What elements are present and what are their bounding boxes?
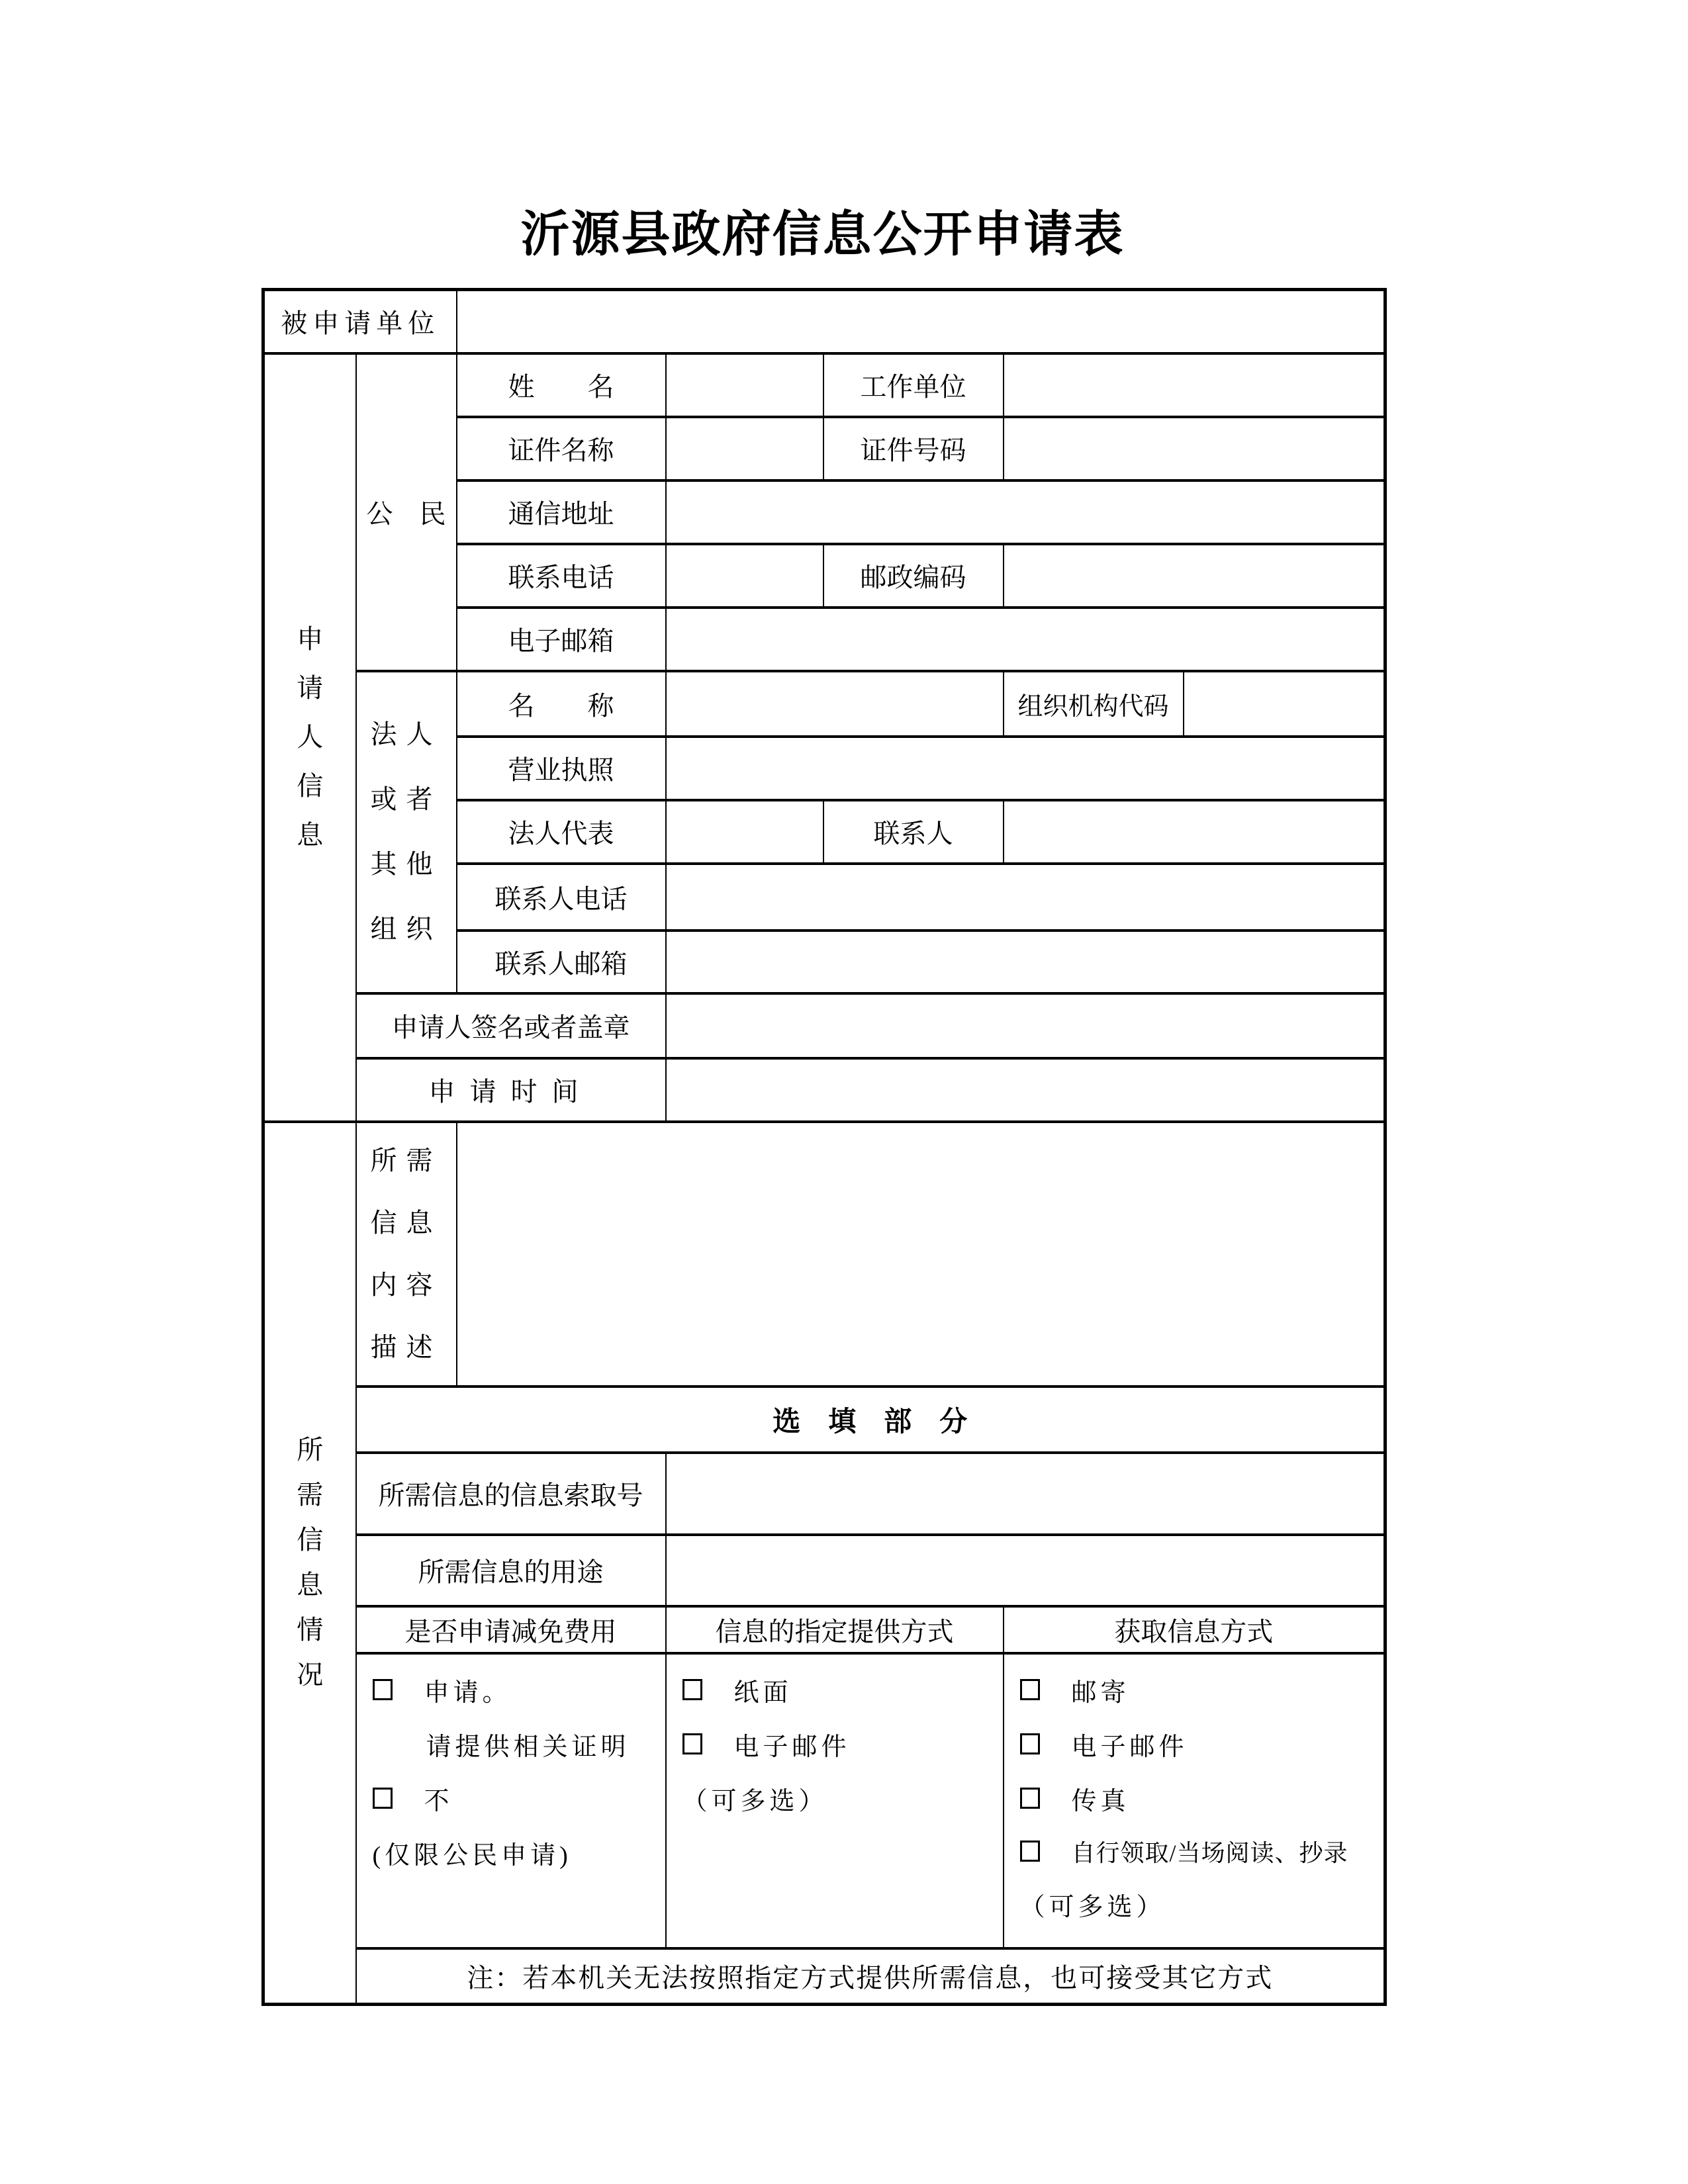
cert-name-value[interactable] (666, 417, 823, 480)
checkbox-paper[interactable] (682, 1679, 702, 1700)
provide-option-paper (682, 1672, 996, 1708)
provide-option-multi-note (682, 1780, 996, 1817)
contact-value[interactable] (1004, 800, 1385, 864)
email-value[interactable] (666, 608, 1385, 671)
legal-rep-value[interactable] (666, 800, 823, 864)
fee-waiver-options (356, 1653, 666, 1948)
postcode-label: 邮政编码 (823, 544, 1004, 608)
checkbox-self-pickup[interactable] (1020, 1841, 1040, 1862)
applicant-section-label-text: 申请人信息 (297, 624, 324, 850)
applicant-section-label (263, 353, 356, 1122)
fee-option-apply-label: 申请。 (424, 1678, 512, 1707)
fee-option-proof-note-label: 请提供相关证明 (426, 1733, 630, 1761)
obtain-method-options (1004, 1653, 1385, 1948)
license-value[interactable] (666, 737, 1385, 800)
fee-option-no (373, 1780, 659, 1817)
provide-method-options (666, 1653, 1004, 1948)
requested-unit-label: 被申请单位 (263, 290, 457, 353)
obtain-option-multi-label: （可多选） (1019, 1893, 1166, 1921)
postcode-value[interactable] (1004, 544, 1385, 608)
obtain-option-fax-label: 传真 (1071, 1787, 1130, 1815)
obtain-option-multi-note (1020, 1886, 1378, 1923)
email-label: 电子邮箱 (457, 608, 666, 671)
obtain-option-email-label: 电子邮件 (1071, 1733, 1188, 1761)
provide-option-paper-label: 纸面 (733, 1678, 792, 1707)
legal-rep-label: 法人代表 (457, 800, 666, 864)
checkbox-apply[interactable] (373, 1679, 393, 1700)
fee-option-no-label: 不 (424, 1787, 453, 1815)
legal-group-label-text: 法人或者其他组织 (370, 719, 442, 944)
name-value[interactable] (666, 353, 823, 417)
info-index-label: 所需信息的信息索取号 (356, 1453, 666, 1535)
fee-option-citizen-only-label: (仅限公民申请) (372, 1841, 572, 1870)
legal-group-label (356, 671, 457, 993)
application-form-table (261, 288, 1387, 2006)
phone-value[interactable] (666, 544, 823, 608)
cert-name-label: 证件名称 (457, 417, 666, 480)
work-unit-value[interactable] (1004, 353, 1385, 417)
phone-label: 联系电话 (457, 544, 666, 608)
obtain-option-self-pickup-label: 自行领取/当场阅读、抄录 (1071, 1839, 1348, 1866)
info-desc-label (356, 1122, 457, 1387)
obtain-option-self-pickup (1020, 1835, 1378, 1868)
page-title: 沂源县政府信息公开申请表 (520, 208, 1125, 262)
checkbox-no[interactable] (373, 1788, 393, 1809)
info-usage-label: 所需信息的用途 (356, 1535, 666, 1606)
org-name-value[interactable] (666, 671, 1004, 737)
info-usage-value[interactable] (666, 1535, 1385, 1606)
address-value[interactable] (666, 480, 1385, 544)
apply-time-label: 申请时间 (356, 1058, 666, 1122)
provide-option-email (682, 1726, 996, 1762)
org-code-label: 组织机构代码 (1004, 671, 1184, 737)
license-label: 营业执照 (457, 737, 666, 800)
name-label: 姓 名 (457, 353, 666, 417)
signature-label: 申请人签名或者盖章 (356, 993, 666, 1058)
info-index-value[interactable] (666, 1453, 1385, 1535)
obtain-option-email (1020, 1726, 1378, 1762)
provide-method-header: 信息的指定提供方式 (666, 1606, 1004, 1653)
optional-section-header: 选 填 部 分 (356, 1387, 1385, 1453)
contact-phone-value[interactable] (666, 864, 1385, 931)
info-desc-value[interactable] (457, 1122, 1385, 1387)
fee-option-apply (373, 1672, 659, 1708)
checkbox-email-provide[interactable] (682, 1733, 702, 1754)
contact-phone-label: 联系人电话 (457, 864, 666, 931)
signature-value[interactable] (666, 993, 1385, 1058)
checkbox-mail[interactable] (1020, 1679, 1040, 1700)
obtain-option-mail (1020, 1672, 1378, 1708)
provide-option-email-label: 电子邮件 (733, 1733, 851, 1761)
contact-label: 联系人 (823, 800, 1004, 864)
obtain-option-mail-label: 邮寄 (1071, 1678, 1130, 1707)
note-row: 注：若本机关无法按照指定方式提供所需信息，也可接受其它方式 (356, 1948, 1385, 2005)
org-name-label: 名 称 (457, 671, 666, 737)
fee-option-proof-note (373, 1726, 659, 1762)
checkbox-email-obtain[interactable] (1020, 1733, 1040, 1754)
fee-waiver-header: 是否申请减免费用 (356, 1606, 666, 1653)
contact-email-label: 联系人邮箱 (457, 931, 666, 993)
cert-no-value[interactable] (1004, 417, 1385, 480)
needed-section-label (263, 1122, 356, 2005)
info-desc-label-text: 所需信息内容描述 (370, 1145, 442, 1362)
provide-option-multi-label: （可多选） (682, 1787, 828, 1815)
needed-section-label-text: 所需信息情况 (297, 1435, 324, 1690)
obtain-method-header: 获取信息方式 (1004, 1606, 1385, 1653)
address-label: 通信地址 (457, 480, 666, 544)
work-unit-label: 工作单位 (823, 353, 1004, 417)
org-code-value[interactable] (1184, 671, 1385, 737)
checkbox-fax[interactable] (1020, 1788, 1040, 1809)
apply-time-value[interactable] (666, 1058, 1385, 1122)
fee-option-citizen-only-note (373, 1835, 659, 1871)
obtain-option-fax (1020, 1780, 1378, 1817)
cert-no-label: 证件号码 (823, 417, 1004, 480)
citizen-group-label: 公 民 (356, 353, 457, 671)
requested-unit-value[interactable] (457, 290, 1385, 353)
contact-email-value[interactable] (666, 931, 1385, 993)
